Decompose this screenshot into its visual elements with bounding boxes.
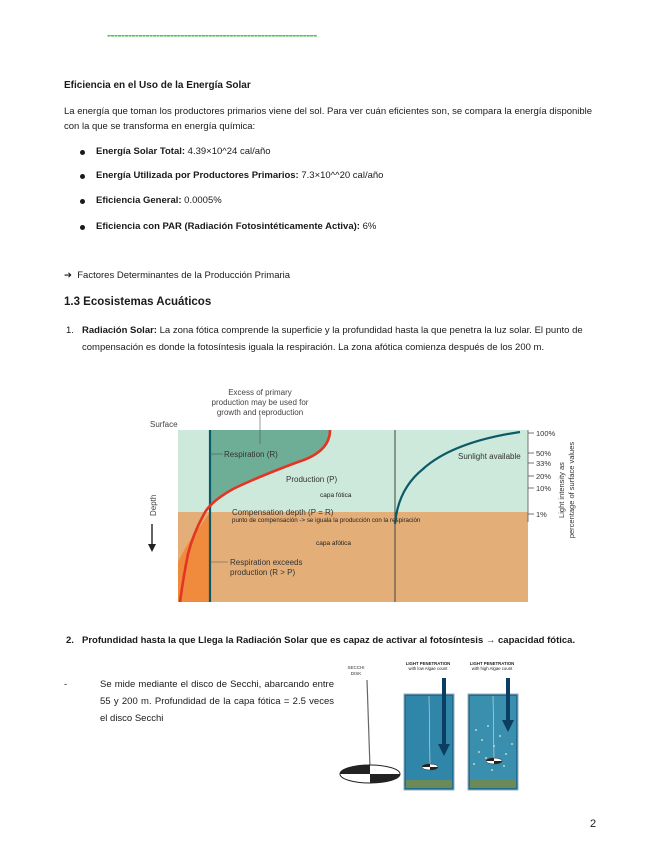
depth-label: Depth: [149, 494, 158, 516]
low-algae-tank: [404, 678, 454, 790]
aphotic-layer-label: capa afótica: [316, 540, 352, 547]
list-item: Eficiencia General: 0.0005%: [96, 195, 222, 206]
respiration-exceeds-line1: Respiration exceeds: [230, 558, 303, 567]
bullet-dot-icon: [80, 174, 85, 179]
list-item: Energía Solar Total: 4.39×10^24 cal/año: [96, 146, 271, 157]
secchi-rope: [367, 680, 370, 768]
respiration-label: Respiration (R): [224, 450, 278, 459]
pct-label-10: 10%: [536, 484, 552, 493]
production-label: Production (P): [286, 475, 338, 484]
photic-zone-diagram: [148, 384, 556, 602]
light-axis-title-line1: Light intensity as: [557, 462, 566, 518]
secchi-disk-figure: [336, 660, 528, 798]
list-item: Energía Utilizada por Productores Primarios: 7.3×10^^20 cal/año: [96, 170, 383, 181]
secchi-label-line1: SECCHI: [347, 665, 365, 670]
pct-label-100: 100%: [536, 429, 556, 438]
bullet-dot-icon: [80, 225, 85, 230]
numbered-item-1: 1. Radiación Solar: La zona fótica comprende la superficie y la profundidad hasta la que penetra la luz solar. El punto de compensación es donde la fotosíntesis iguala la respiración. La zona afótica comienza después de los 200 m.: [66, 325, 583, 353]
excess-label-line3: growth and reproduction: [216, 408, 304, 417]
secchi-disk-icon: [340, 765, 400, 783]
pct-label-1: 1%: [536, 510, 547, 519]
secchi-label-line2: DISK: [350, 671, 362, 676]
photic-layer-label: capa fótica: [320, 492, 352, 499]
excess-label-line1: Excess of primary: [228, 388, 292, 397]
separator-line: ------------------------------------------------------------: [107, 28, 317, 42]
intro-paragraph: La energía que toman los productores primarios viene del sol. Para ver cuán eficientes son, se compara la energía disponible con la que se transforma en energía química:: [64, 106, 593, 132]
compensation-label: Compensation depth (P = R): [232, 508, 334, 517]
arrow-list-item: ➔ Factores Determinantes de la Producción Primaria: [64, 270, 291, 281]
section-heading: Eficiencia en el Uso de la Energía Solar: [64, 80, 251, 91]
high-algae-label-line1: LIGHT PENETRATION: [469, 661, 515, 666]
low-algae-label-line2: with low Algae count: [408, 666, 448, 671]
numbered-item-2: 2. Profundidad hasta la que Llega la Radiación Solar que es capaz de activar al fotosíntesis → capacidad fótica.: [66, 635, 576, 646]
pct-label-33: 33%: [536, 459, 552, 468]
arrow-right-icon: ➔: [64, 270, 72, 281]
compensation-note: punto de compensación -> se iguala la producción con la respiración: [232, 517, 421, 524]
bullet-dot-icon: [80, 199, 85, 204]
page-number: 2: [590, 818, 597, 830]
light-scale-ticks: [528, 433, 534, 514]
depth-arrowhead-icon: [148, 544, 156, 552]
sunlight-label: Sunlight available: [458, 452, 521, 461]
light-axis-title: [544, 440, 584, 540]
pct-label-20: 20%: [536, 472, 552, 481]
light-axis-title-line2: percentage of surface values: [567, 441, 576, 539]
excess-label-line2: production may be used for: [211, 398, 309, 407]
aphotic-zone-band: [178, 512, 528, 602]
list-item: Eficiencia con PAR (Radiación Fotosintéticamente Activa): 6%: [96, 221, 376, 232]
bullet-dot-icon: [80, 150, 85, 155]
surface-label: Surface: [150, 420, 178, 429]
dash-list-item: - Se mide mediante el disco de Secchi, abarcando entre 55 y 200 m. Profundidad de la capa fótica = 2.5 veces el disco Secchi: [64, 679, 334, 724]
high-algae-tank: [468, 678, 518, 790]
respiration-exceeds-line2: production (R > P): [230, 568, 296, 577]
high-algae-label-line2: with high Algae count: [471, 666, 513, 671]
low-algae-label-line1: LIGHT PENETRATION: [405, 661, 451, 666]
pct-label-50: 50%: [536, 449, 552, 458]
subsection-title: 1.3 Ecosistemas Acuáticos: [64, 296, 212, 308]
